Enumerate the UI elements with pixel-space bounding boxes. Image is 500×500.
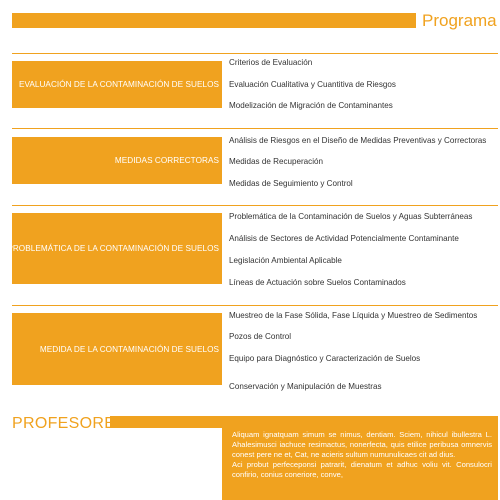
section-bar-problematica <box>7 213 222 284</box>
section-label: EVALUACIÓN DE LA CONTAMINACIÓN DE SUELOS <box>18 80 219 89</box>
section-bar-evaluacion <box>12 61 222 108</box>
section-label: PROBLEMÁTICA DE LA CONTAMINACIÓN DE SUELOS <box>7 244 219 253</box>
page-title: Programa <box>422 11 497 30</box>
program-item: Conservación y Manipulación de Muestras <box>229 382 382 391</box>
profesores-title: PROFESORES <box>12 415 127 432</box>
section-divider <box>12 53 498 54</box>
header-bar <box>12 13 416 28</box>
program-item: Medidas de Recuperación <box>229 157 324 166</box>
section-divider <box>12 128 498 129</box>
profesores-paragraph: Aliquam ignatquam simum se nimus, dentiam. Sciem, nihicul ibullestra L. Ahalesimusci iachuce resimactus, nonerfecta, quis etilice peribusa omnervis conest pere ne et, Cat, ne acieris sultum numunulicaes cit ad dius. <box>232 430 492 459</box>
program-item: Análisis de Sectores de Actividad Potencialmente Contaminante <box>229 234 459 243</box>
program-item: Muestreo de la Fase Sólida, Fase Líquida y Muestreo de Sedimentos <box>229 311 478 320</box>
program-item: Evaluación Cualitativa y Cuantitiva de Riesgos <box>229 80 396 89</box>
program-item: Equipo para Diagnóstico y Caracterización de Suelos <box>229 354 421 363</box>
program-item: Problemática de la Contaminación de Suelos y Aguas Subterráneas <box>229 212 473 221</box>
program-item: Análisis de Riesgos en el Diseño de Medidas Preventivas y Correctoras <box>229 136 487 145</box>
program-item: Líneas de Actuación sobre Suelos Contaminados <box>229 278 406 287</box>
section-bar-medidas-correctoras <box>12 137 222 184</box>
section-label: MEDIDAS CORRECTORAS <box>114 156 219 165</box>
section-label: MEDIDA DE LA CONTAMINACIÓN DE SUELOS <box>39 344 219 354</box>
profesores-bar <box>110 416 498 428</box>
section-bar-medida <box>12 313 222 385</box>
section-divider <box>12 205 498 206</box>
program-item: Criterios de Evaluación <box>229 58 313 67</box>
program-item: Modelización de Migración de Contaminantes <box>229 101 393 110</box>
profesores-text-box <box>222 428 498 500</box>
profesores-paragraph: Aci probut perfeceponsi patrarit, dienatum et adhuc voliu vit. Consulocri confirio, conius coneriore, conve, <box>232 460 492 479</box>
section-divider <box>12 305 498 306</box>
program-item: Pozos de Control <box>229 332 292 341</box>
program-item: Legislación Ambiental Aplicable <box>229 256 342 265</box>
program-item: Medidas de Seguimiento y Control <box>229 179 353 188</box>
